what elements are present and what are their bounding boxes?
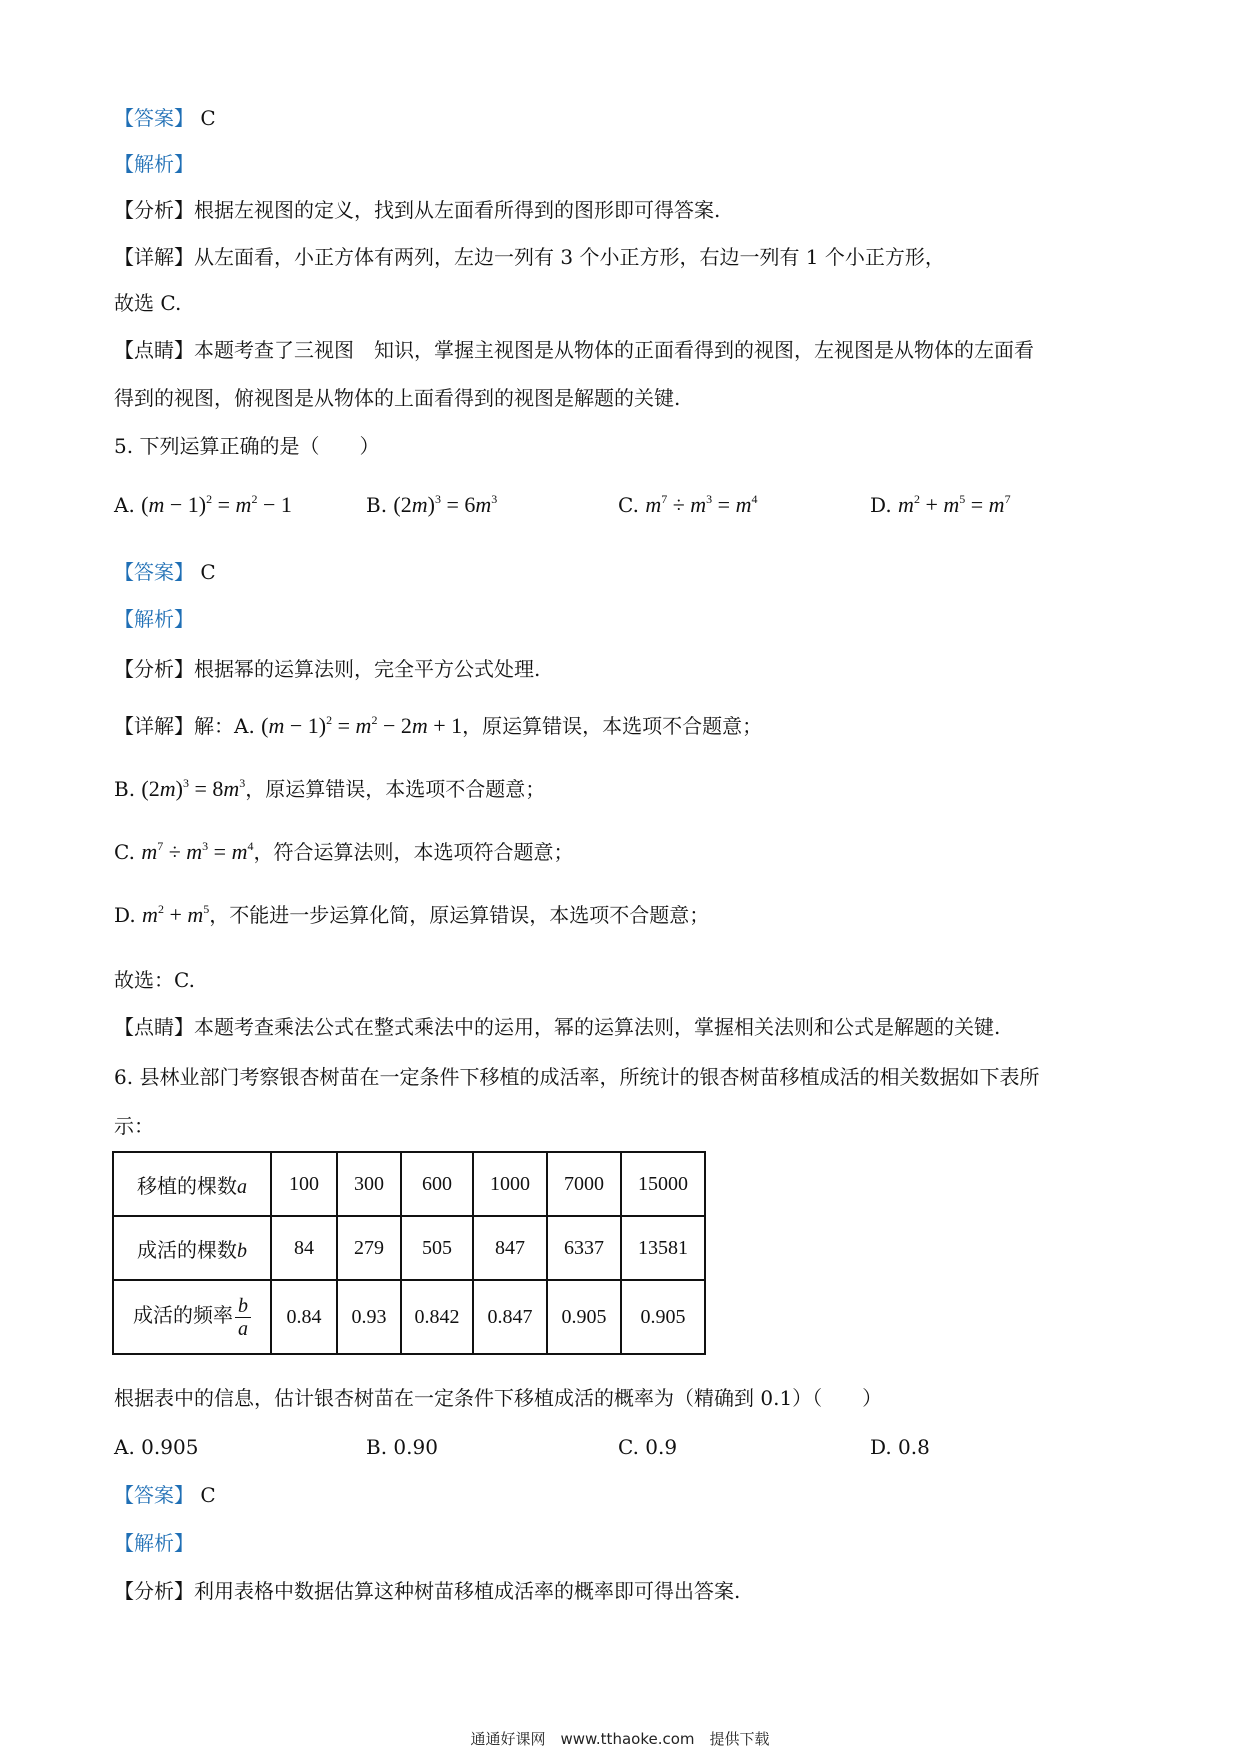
q6-stem-cont: 示： — [114, 1114, 154, 1138]
q5-jiexi: 【解析】 — [114, 607, 194, 631]
table-cell: 300 — [337, 1152, 401, 1216]
table-cell: 847 — [473, 1216, 547, 1280]
q4-comment: 【点睛】本题考查了三视图 知识，掌握主视图是从物体的正面看得到的视图，左视图是从物体的左面看 — [114, 338, 1034, 362]
table-cell: 505 — [401, 1216, 473, 1280]
q5-detail-a: 【详解】解：A. $(m - 1)^2 = m^2 - 2m + 1$，原运算错误，本选项不合题意； — [114, 713, 763, 738]
q5-conclusion: 故选：C. — [114, 968, 195, 992]
q6-answer: 【答案】 C — [114, 1483, 216, 1507]
q5-stem: 5. 下列运算正确的是（ ） — [114, 434, 380, 458]
table-row — [113, 1280, 705, 1354]
table-cell: 15000 — [621, 1152, 705, 1216]
q5-answer: 【答案】 C — [114, 560, 216, 584]
table-cell: 1000 — [473, 1152, 547, 1216]
q5-detail-c: C. $m^7 \div m^3 = m^4$，符合运算法则，本选项符合题意； — [114, 839, 574, 864]
q4-analysis: 【分析】根据左视图的定义，找到从左面看所得到的图形即可得答案. — [114, 198, 721, 222]
q6-option-c: C. 0.9 — [618, 1435, 678, 1459]
q4-detail: 【详解】从左面看，小正方体有两列，左边一列有 3 个小正方形，右边一列有 1 个小正方形， — [114, 245, 945, 269]
table-row — [113, 1216, 705, 1280]
row-header: 成活的棵数b — [113, 1216, 271, 1280]
table-cell: 600 — [401, 1152, 473, 1216]
q4-answer: 【答案】 C — [114, 106, 216, 130]
q5-option-a: A. $(m - 1)^2 = m^2 - 1$ — [114, 492, 292, 517]
table-cell: 0.905 — [547, 1280, 621, 1354]
row-header: 移植的棵数a — [113, 1152, 271, 1216]
q4-comment-cont: 得到的视图，俯视图是从物体的上面看得到的视图是解题的关键. — [114, 386, 681, 410]
q6-jiexi: 【解析】 — [114, 1531, 194, 1555]
q5-option-d: D. $m^2 + m^5 = m^7$ — [870, 492, 1011, 517]
table-cell: 13581 — [621, 1216, 705, 1280]
table-cell: 84 — [271, 1216, 337, 1280]
table-cell: 6337 — [547, 1216, 621, 1280]
table-cell: 0.84 — [271, 1280, 337, 1354]
q6-question: 根据表中的信息，估计银杏树苗在一定条件下移植成活的概率为（精确到 0.1）（ ） — [114, 1386, 883, 1410]
q5-comment: 【点睛】本题考查乘法公式在整式乘法中的运用，幂的运算法则，掌握相关法则和公式是解题的关键. — [114, 1015, 1001, 1039]
q5-analysis: 【分析】根据幂的运算法则，完全平方公式处理. — [114, 657, 541, 681]
q5-option-b: B. $(2m)^3 = 6m^3$ — [366, 492, 498, 517]
table-cell: 0.847 — [473, 1280, 547, 1354]
fraction: $\frac{b}{a}$ — [235, 1295, 251, 1340]
q6-option-a: A. 0.905 — [114, 1435, 199, 1459]
q5-detail-d: D. $m^2 + m^5$，不能进一步运算化简，原运算错误，本选项不合题意； — [114, 902, 710, 927]
q6-stem: 6. 县林业部门考察银杏树苗在一定条件下移植的成活率，所统计的银杏树苗移植成活的相关数据如下表所 — [114, 1065, 1040, 1089]
q5-option-c: C. $m^7 \div m^3 = m^4$ — [618, 492, 758, 517]
table-cell: 0.905 — [621, 1280, 705, 1354]
q6-option-d: D. 0.8 — [870, 1435, 930, 1459]
q4-jiexi: 【解析】 — [114, 152, 194, 176]
table-cell: 100 — [271, 1152, 337, 1216]
q4-conclusion: 故选 C. — [114, 291, 182, 315]
data-table — [112, 1151, 706, 1355]
page-footer: 通通好课网 www.tthaoke.com 提供下载 — [470, 1730, 770, 1748]
q6-analysis: 【分析】利用表格中数据估算这种树苗移植成活率的概率即可得出答案. — [114, 1579, 741, 1603]
table-cell: 279 — [337, 1216, 401, 1280]
table-cell: 0.93 — [337, 1280, 401, 1354]
row-header: 成活的频率 $\frac{b}{a}$ — [113, 1280, 271, 1354]
table-row — [113, 1152, 705, 1216]
table-cell: 7000 — [547, 1152, 621, 1216]
q6-option-b: B. 0.90 — [366, 1435, 438, 1459]
q5-detail-b: B. $(2m)^3 = 8m^3$，原运算错误，本选项不合题意； — [114, 776, 546, 801]
table-cell: 0.842 — [401, 1280, 473, 1354]
